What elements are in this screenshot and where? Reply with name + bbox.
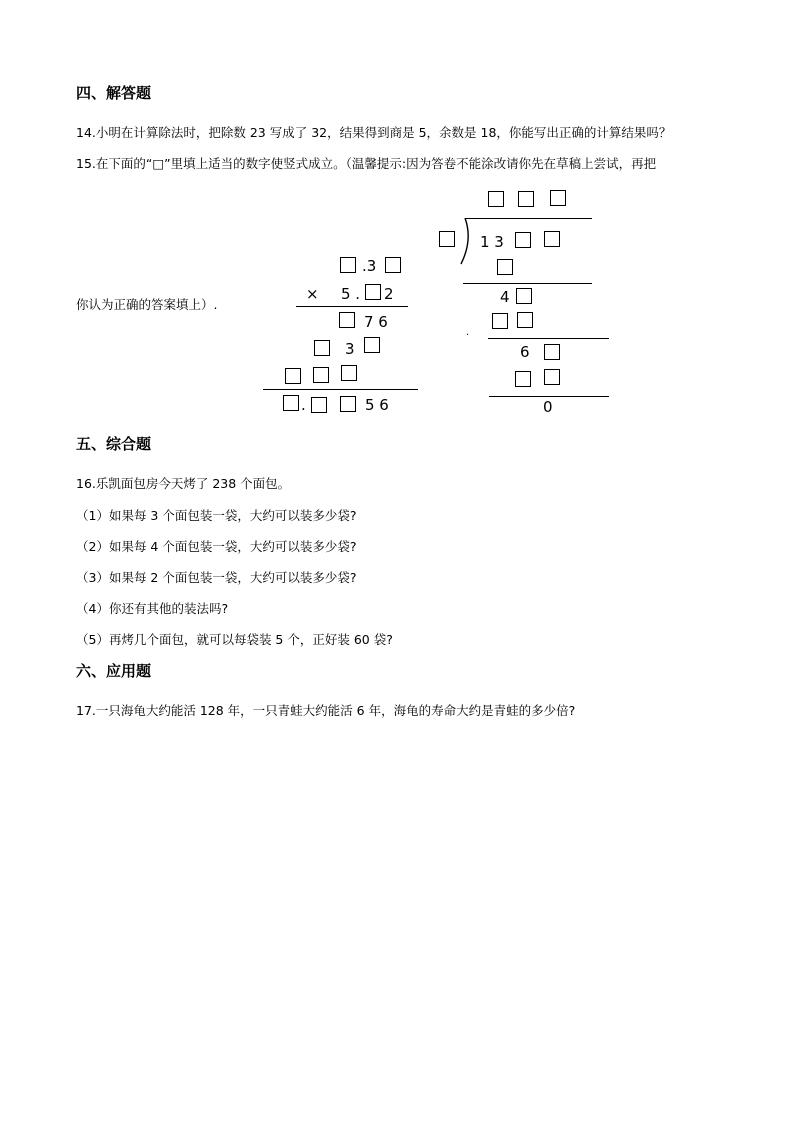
answer-box[interactable] <box>517 312 533 328</box>
mult-digit: .3 <box>362 257 377 275</box>
division-rule <box>488 338 609 339</box>
answer-box[interactable] <box>340 257 356 273</box>
question-16-part: （5）再烤几个面包，就可以每袋装 5 个，正好装 60 袋? <box>76 632 393 647</box>
question-16-part: （4）你还有其他的装法吗? <box>76 601 229 616</box>
mult-digit: . <box>301 396 306 414</box>
question-16-part: （2）如果每 4 个面包装一袋，大约可以装多少袋? <box>76 539 357 554</box>
section-heading-5: 五、综合题 <box>76 435 152 453</box>
answer-box[interactable] <box>339 312 355 328</box>
answer-box[interactable] <box>313 367 329 383</box>
answer-box[interactable] <box>283 395 299 411</box>
answer-box[interactable] <box>488 191 504 207</box>
division-remainder: 0 <box>543 398 553 416</box>
question-15-line2: 你认为正确的答案填上）. <box>76 297 218 312</box>
question-14: 14.小明在计算除法时，把除数 23 写成了 32，结果得到商是 5，余数是 18，你能写出正确的计算结果吗？ <box>76 125 672 140</box>
question-16-stem: 16.乐凯面包房今天烤了 238 个面包。 <box>76 476 291 491</box>
answer-box[interactable] <box>492 313 508 329</box>
answer-box[interactable] <box>516 288 532 304</box>
answer-box[interactable] <box>364 337 380 353</box>
question-15-line1: 15.在下面的“□”里填上适当的数字使竖式成立。（温馨提示:因为答卷不能涂改请你先在草稿上尝试，再把 <box>76 156 657 171</box>
multiply-sign: × <box>306 285 319 303</box>
answer-box[interactable] <box>340 396 356 412</box>
answer-box[interactable] <box>385 257 401 273</box>
dividend-digits: 1 3 <box>480 233 504 251</box>
question-16-part: （3）如果每 2 个面包装一袋，大约可以装多少袋? <box>76 570 357 585</box>
mult-digit: 3 <box>345 340 355 358</box>
division-digit: 6 <box>520 343 530 361</box>
answer-box[interactable] <box>544 344 560 360</box>
answer-box[interactable] <box>439 231 455 247</box>
answer-box[interactable] <box>341 365 357 381</box>
answer-box[interactable] <box>515 232 531 248</box>
answer-box[interactable] <box>550 190 566 206</box>
stray-dot: · <box>466 330 470 341</box>
answer-box[interactable] <box>515 371 531 387</box>
division-digit: 4 <box>500 288 510 306</box>
answer-box[interactable] <box>544 369 560 385</box>
answer-box[interactable] <box>311 397 327 413</box>
question-16-part: （1）如果每 3 个面包装一袋，大约可以装多少袋? <box>76 508 357 523</box>
answer-box[interactable] <box>285 368 301 384</box>
mult-digit: 5 . <box>341 285 361 303</box>
answer-box[interactable] <box>497 259 513 275</box>
division-bar <box>465 218 592 219</box>
division-rule <box>463 283 592 284</box>
answer-box[interactable] <box>544 231 560 247</box>
section-heading-6: 六、应用题 <box>76 662 152 680</box>
answer-box[interactable] <box>518 191 534 207</box>
answer-box[interactable] <box>365 284 381 300</box>
division-rule <box>489 396 609 397</box>
answer-box[interactable] <box>314 340 330 356</box>
division-bracket <box>455 218 475 266</box>
mult-digit: 7 6 <box>364 313 388 331</box>
mult-rule <box>296 306 408 307</box>
mult-digit: 5 6 <box>365 396 389 414</box>
mult-rule <box>263 389 418 390</box>
question-17: 17.一只海龟大约能活 128 年，一只青蛙大约能活 6 年，海龟的寿命大约是青蛙的多少倍? <box>76 703 576 718</box>
section-heading-4: 四、解答题 <box>76 84 152 102</box>
mult-digit: 2 <box>384 285 394 303</box>
